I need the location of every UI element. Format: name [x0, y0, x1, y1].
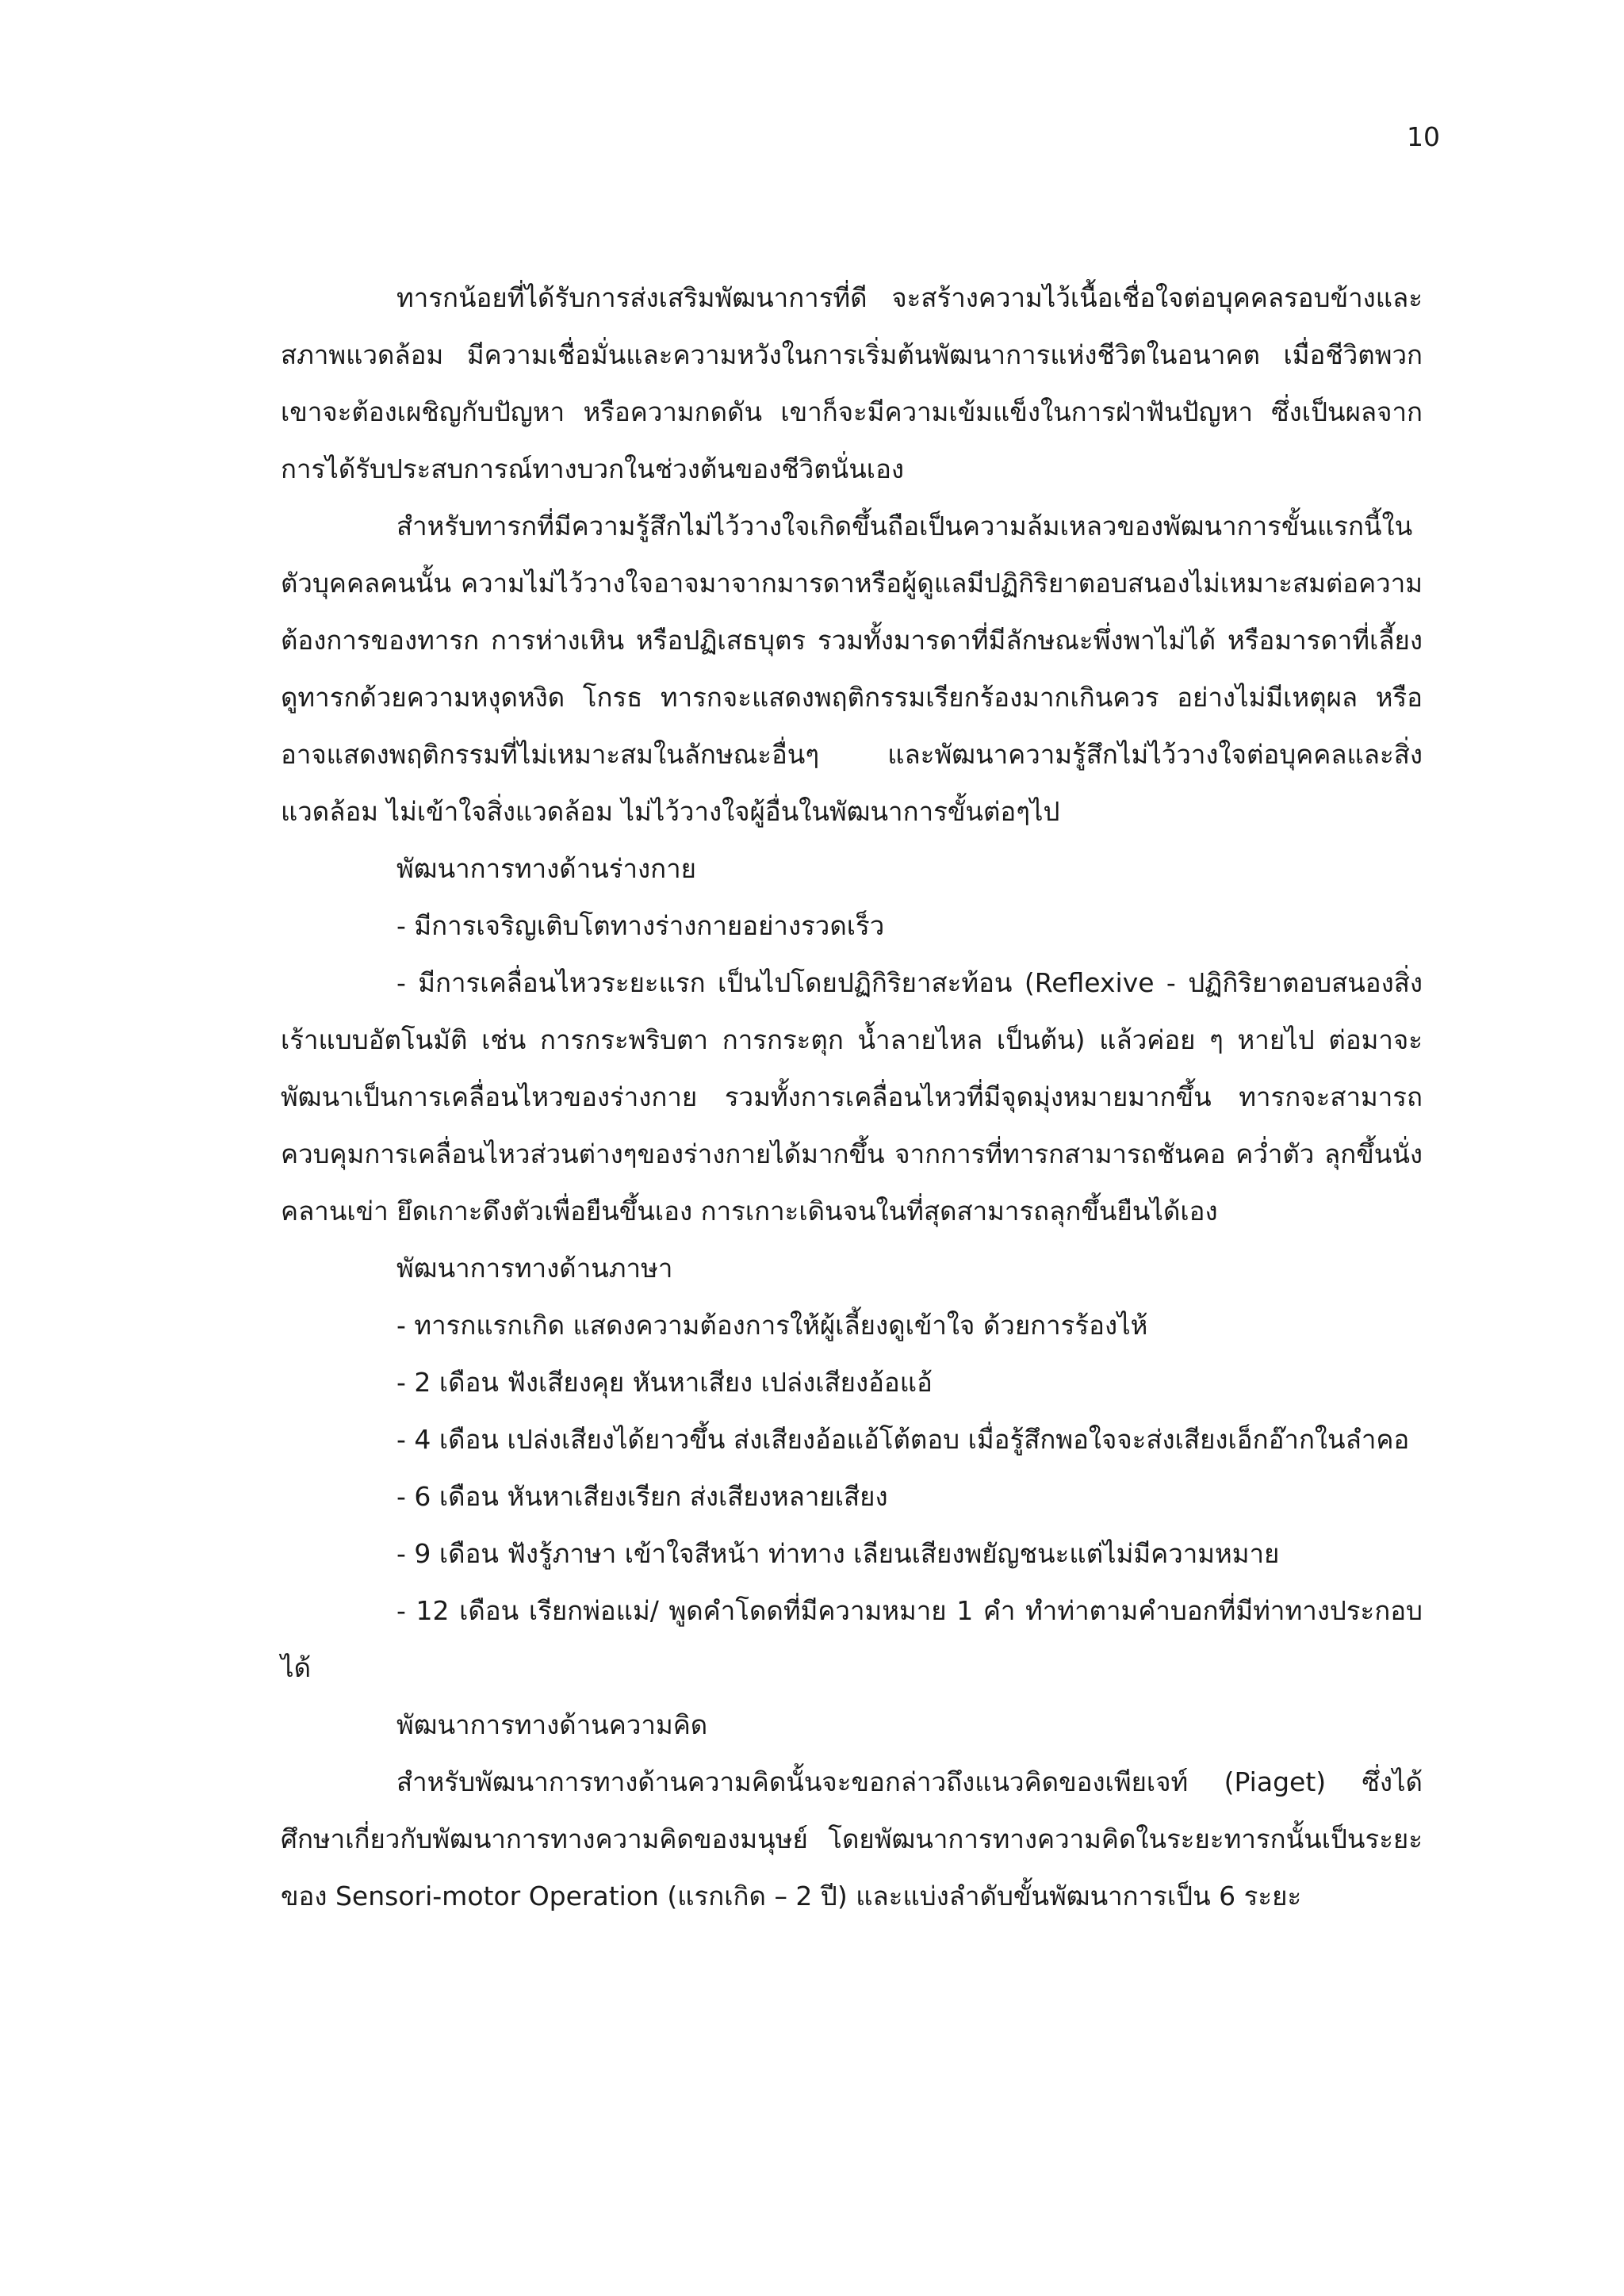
list-item: - ทารกแรกเกิด แสดงความต้องการให้ผู้เลี้ยงดูเข้าใจ ด้วยการร้องไห้ [396, 1310, 1148, 1341]
list-item: - 4 เดือน เปล่งเสียงได้ยาวขึ้น ส่งเสียงอ้อแอ้โต้ตอบ เมื่อรู้สึกพอใจจะส่งเสียงเอ็กอ๊ากในลำคอ [396, 1424, 1410, 1455]
paragraph-piaget: สำหรับพัฒนาการทางด้านความคิดนั้นจะขอกล่าวถึงแนวคิดของเพียเจท์ (Piaget) ซึ่งได้ศึกษาเกี่ยวกับพัฒนาการทางความคิดของมนุษย์ โดยพัฒนาการทางความคิดในระยะทารกนั้นเป็นระยะของ Sensori-motor Operation (แรกเกิด – 2 ปี) และแบ่งลำดับขั้นพัฒนาการเป็น 6 ระยะ [281, 1766, 1423, 1911]
page-number: 10 [1407, 121, 1440, 152]
document-body [281, 270, 1423, 1925]
heading-cognitive-development: พัฒนาการทางด้านความคิด [396, 1709, 708, 1740]
list-item: - 12 เดือน เรียกพ่อแม่/ พูดคำโดดที่มีความหมาย 1 คำ ทำท่าตามคำบอกที่มีท่าทางประกอบได้ [281, 1595, 1423, 1683]
paragraph-infant-trust: ทารกน้อยที่ได้รับการส่งเสริมพัฒนาการที่ดี จะสร้างความไว้เนื้อเชื่อใจต่อบุคคลรอบข้างและสภาพแวดล้อม มีความเชื่อมั่นและความหวังในการเริ่มต้นพัฒนาการแห่งชีวิตในอนาคต เมื่อชีวิตพวกเขาจะต้องเผชิญกับปัญหา หรือความกดดัน เขาก็จะมีความเข้มแข็งในการฝ่าฟันปัญหา ซึ่งเป็นผลจากการได้รับประสบการณ์ทางบวกในช่วงต้นของชีวิตนั่นเอง [281, 282, 1423, 484]
list-item: - 2 เดือน ฟังเสียงคุย หันหาเสียง เปล่งเสียงอ้อแอ้ [396, 1367, 933, 1398]
list-item: - มีการเจริญเติบโตทางร่างกายอย่างรวดเร็ว [396, 910, 885, 941]
heading-language-development: พัฒนาการทางด้านภาษา [396, 1253, 673, 1284]
list-item: - 6 เดือน หันหาเสียงเรียก ส่งเสียงหลายเสียง [396, 1481, 888, 1512]
list-item: - มีการเคลื่อนไหวระยะแรก เป็นไปโดยปฏิกิริยาสะท้อน (Reflexive - ปฏิกิริยาตอบสนองสิ่งเร้าแบบอัตโนมัติ เช่น การกระพริบตา การกระตุก น้ำลายไหล เป็นต้น) แล้วค่อย ๆ หายไป ต่อมาจะพัฒนาเป็นการเคลื่อนไหวของร่างกาย รวมทั้งการเคลื่อนไหวที่มีจุดมุ่งหมายมากขึ้น ทารกจะสามารถควบคุมการเคลื่อนไหวส่วนต่างๆของร่างกายได้มากขึ้น จากการที่ทารกสามารถชันคอ คว่ำตัว ลุกขึ้นนั่ง คลานเข่า ยึดเกาะดึงตัวเพื่อยืนขึ้นเอง การเกาะเดินจนในที่สุดสามารถลุกขึ้นยืนได้เอง [281, 967, 1423, 1226]
paragraph-infant-mistrust: สำหรับทารกที่มีความรู้สึกไม่ไว้วางใจเกิดขึ้นถือเป็นความล้มเหลวของพัฒนาการขั้นแรกนี้ในตัวบุคคลคนนั้น ความไม่ไว้วางใจอาจมาจากมารดาหรือผู้ดูแลมีปฏิกิริยาตอบสนองไม่เหมาะสมต่อความต้องการของทารก การห่างเหิน หรือปฏิเสธบุตร รวมทั้งมารดาที่มีลักษณะพึ่งพาไม่ได้ หรือมารดาที่เลี้ยงดูทารกด้วยความหงุดหงิด โกรธ ทารกจะแสดงพฤติกรรมเรียกร้องมากเกินควร อย่างไม่มีเหตุผล หรืออาจแสดงพฤติกรรมที่ไม่เหมาะสมในลักษณะอื่นๆ และพัฒนาความรู้สึกไม่ไว้วางใจต่อบุคคลและสิ่งแวดล้อม ไม่เข้าใจสิ่งแวดล้อม ไม่ไว้วางใจผู้อื่นในพัฒนาการขั้นต่อๆไป [281, 511, 1423, 827]
heading-physical-development: พัฒนาการทางด้านร่างกาย [396, 853, 697, 884]
list-item: - 9 เดือน ฟังรู้ภาษา เข้าใจสีหน้า ท่าทาง เลียนเสียงพยัญชนะแต่ไม่มีความหมาย [396, 1538, 1280, 1569]
